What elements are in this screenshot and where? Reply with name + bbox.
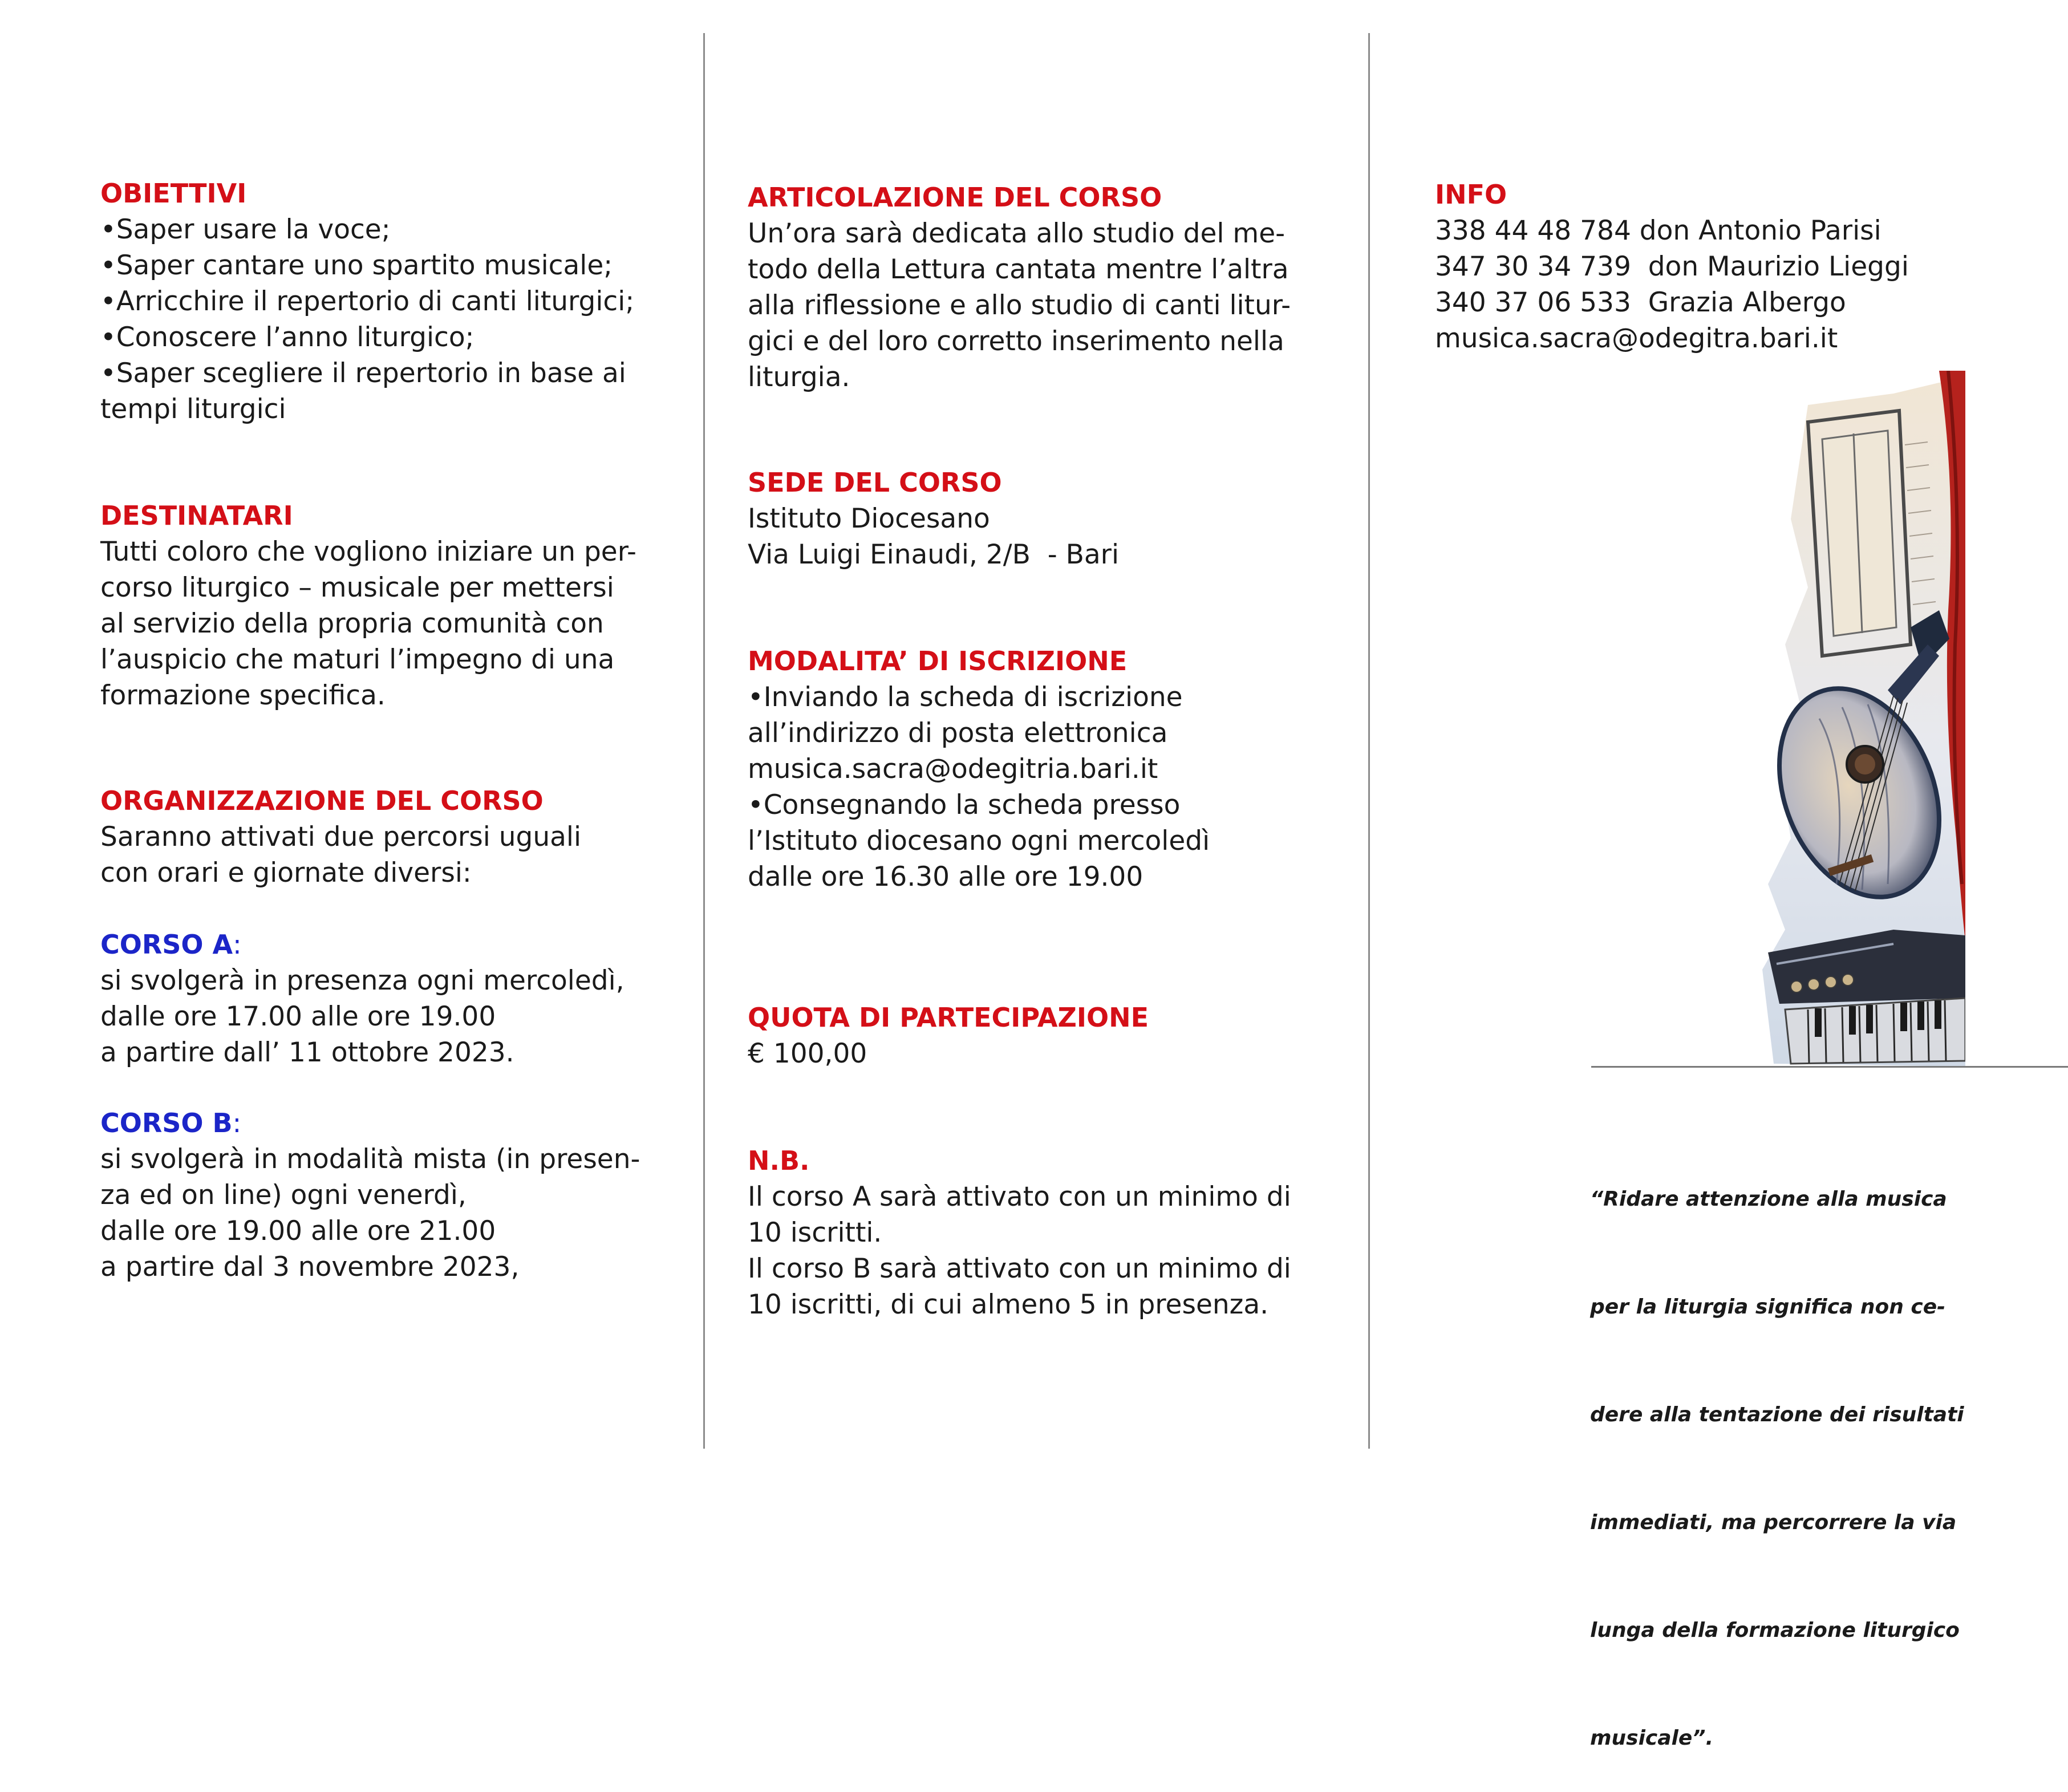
obiettivi-line: tempi liturgici <box>100 394 286 425</box>
corso-b-title: CORSO B <box>100 1108 233 1138</box>
corso-a-line: a partire dall’ 11 ottobre 2023. <box>100 1037 514 1068</box>
quote-line: dere alla tentazione dei risultati <box>1590 1403 1964 1426</box>
section-info <box>1435 176 2017 356</box>
section-quota <box>748 999 1329 1072</box>
info-email: musica.sacra@odegitra.bari.it <box>1435 323 1838 354</box>
quote-block <box>1590 1109 2024 1792</box>
organizzazione-line: Saranno attivati due percorsi uguali <box>100 821 582 853</box>
info-heading: INFO <box>1435 179 1507 210</box>
corso-b-line: dalle ore 19.00 alle ore 21.00 <box>100 1215 496 1247</box>
nb-line: Il corso B sarà attivato con un minimo di <box>748 1253 1291 1284</box>
info-phone-parisi: 338 44 48 784 don Antonio Parisi <box>1435 215 1882 246</box>
middle-panel <box>748 0 1352 1482</box>
corso-b-line: za ed on line) ogni venerdì, <box>100 1179 467 1211</box>
quota-line: € 100,00 <box>748 1038 867 1069</box>
destinatari-heading: DESTINATARI <box>100 500 293 531</box>
section-articolazione <box>748 179 1329 395</box>
fold-line-right <box>1368 33 1370 1449</box>
section-nb <box>748 1142 1329 1323</box>
quote-line: immediati, ma percorrere la via <box>1590 1511 1957 1534</box>
lute-illustration <box>1722 371 1965 1067</box>
articolazione-line: Un’ora sarà dedicata allo studio del me- <box>748 218 1286 249</box>
organizzazione-heading: ORGANIZZAZIONE DEL CORSO <box>100 785 544 816</box>
section-organizzazione <box>100 783 682 891</box>
obiettivi-line: •Conoscere l’anno liturgico; <box>100 322 475 353</box>
quote-divider <box>1591 1066 2068 1068</box>
modalita-line: •Inviando la scheda di iscrizione <box>748 682 1183 713</box>
modalita-line: •Consegnando la scheda presso <box>748 789 1181 821</box>
section-corso-a <box>100 926 682 1071</box>
section-corso-b <box>100 1105 682 1285</box>
corso-a-title: CORSO A <box>100 929 233 960</box>
modalita-heading: MODALITA’ DI ISCRIZIONE <box>748 646 1128 676</box>
section-destinatari <box>100 497 682 713</box>
modalita-line: all’indirizzo di posta elettronica <box>748 717 1168 749</box>
section-modalita <box>748 643 1329 895</box>
destinatari-line: al servizio della propria comunità con <box>100 608 604 639</box>
destinatari-line: Tutti coloro che vogliono iniziare un per- <box>100 536 636 567</box>
section-sede <box>748 464 1329 573</box>
modalita-line: musica.sacra@odegitria.bari.it <box>748 753 1158 785</box>
quote-line: “Ridare attenzione alla musica <box>1590 1187 1947 1211</box>
articolazione-heading: ARTICOLAZIONE DEL CORSO <box>748 182 1162 213</box>
info-phone-lieggi: 347 30 34 739 don Maurizio Lieggi <box>1435 251 1909 282</box>
organizzazione-line: con orari e giornate diversi: <box>100 857 472 889</box>
fold-line-left <box>703 33 705 1449</box>
obiettivi-line: •Saper cantare uno spartito musicale; <box>100 250 613 281</box>
corso-a-line: dalle ore 17.00 alle ore 19.00 <box>100 1001 496 1032</box>
sede-heading: SEDE DEL CORSO <box>748 467 1002 498</box>
sede-line: Via Luigi Einaudi, 2/B - Bari <box>748 539 1120 570</box>
quota-heading: QUOTA DI PARTECIPAZIONE <box>748 1002 1149 1033</box>
modalita-line: dalle ore 16.30 alle ore 19.00 <box>748 861 1144 893</box>
destinatari-line: corso liturgico – musicale per mettersi <box>100 572 614 603</box>
nb-heading: N.B. <box>748 1145 810 1176</box>
right-panel-info <box>1435 0 2051 399</box>
corso-b-line: si svolgerà in modalità mista (in presen- <box>100 1144 640 1175</box>
quote-line: musicale”. <box>1590 1726 1714 1750</box>
nb-line: 10 iscritti, di cui almeno 5 in presenza. <box>748 1289 1269 1320</box>
articolazione-line: liturgia. <box>748 362 850 393</box>
nb-line: 10 iscritti. <box>748 1217 882 1248</box>
corso-a-line: si svolgerà in presenza ogni mercoledì, <box>100 965 625 996</box>
nb-line: Il corso A sarà attivato con un minimo di <box>748 1181 1291 1213</box>
section-obiettivi <box>100 175 682 427</box>
obiettivi-line: •Arricchire il repertorio di canti liturgici; <box>100 286 635 317</box>
obiettivi-heading: OBIETTIVI <box>100 178 247 209</box>
modalita-line: l’Istituto diocesano ogni mercoledì <box>748 825 1210 857</box>
articolazione-line: alla riflessione e allo studio di canti litur- <box>748 290 1291 321</box>
articolazione-line: gici e del loro corretto inserimento nella <box>748 326 1284 357</box>
quote-line: per la liturgia significa non ce- <box>1590 1295 1946 1319</box>
left-panel <box>100 0 694 1482</box>
destinatari-line: l’auspicio che maturi l’impegno di una <box>100 644 615 675</box>
obiettivi-line: •Saper scegliere il repertorio in base ai <box>100 358 626 389</box>
corso-b-colon: : <box>232 1108 242 1138</box>
corso-b-heading <box>100 1105 682 1141</box>
destinatari-line: formazione specifica. <box>100 680 386 711</box>
corso-a-colon: : <box>233 929 242 960</box>
sede-line: Istituto Diocesano <box>748 503 990 534</box>
obiettivi-line: •Saper usare la voce; <box>100 214 391 245</box>
corso-a-heading <box>100 926 682 963</box>
articolazione-line: todo della Lettura cantata mentre l’altra <box>748 254 1289 285</box>
quote-line: lunga della formazione liturgico <box>1590 1619 1960 1642</box>
corso-b-line: a partire dal 3 novembre 2023, <box>100 1251 520 1283</box>
info-phone-albergo: 340 37 06 533 Grazia Albergo <box>1435 287 1846 318</box>
